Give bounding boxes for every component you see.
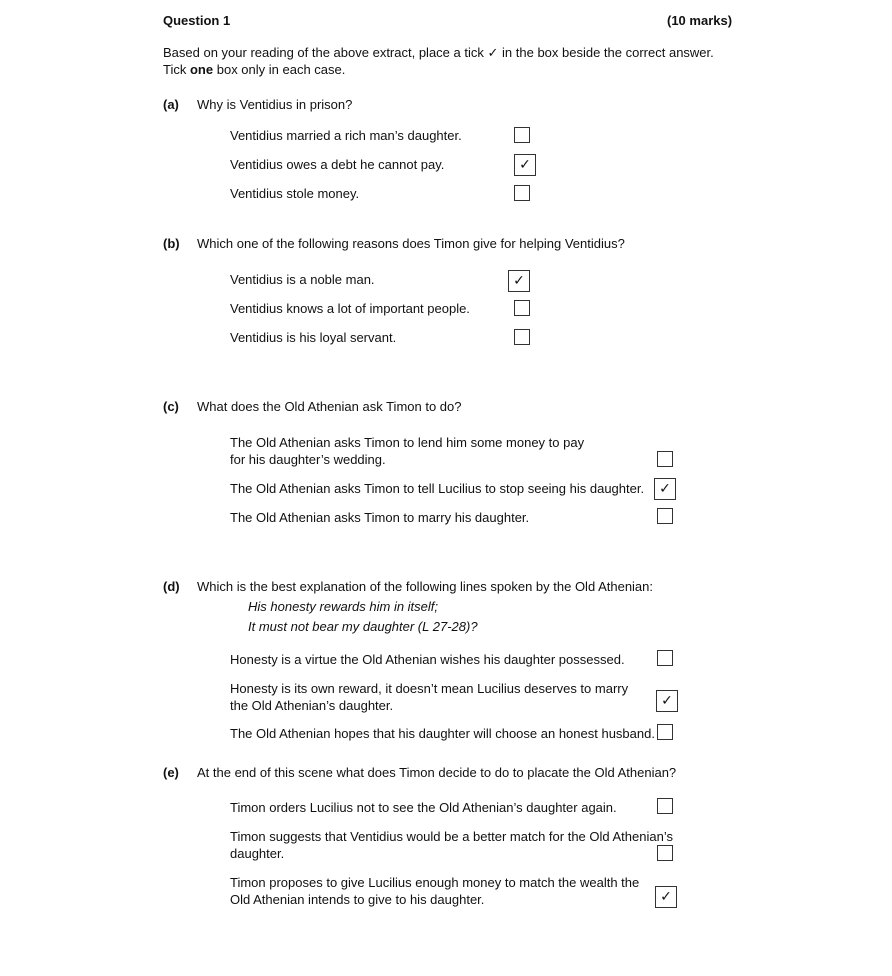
instructions-line-1 bbox=[163, 45, 714, 61]
option-d-2-checkbox[interactable] bbox=[656, 690, 678, 712]
option-e-2-text-line-1: Timon suggests that Ventidius would be a better match for the Old Athenian’s bbox=[230, 829, 673, 844]
option-b-1-text: Ventidius is a noble man. bbox=[230, 272, 375, 287]
question-d-quote-line-1: His honesty rewards him in itself; bbox=[248, 599, 439, 614]
tick-icon bbox=[658, 651, 672, 665]
tick-icon bbox=[658, 846, 672, 860]
option-e-3-text-line-1: Timon proposes to give Lucilius enough money to match the wealth the bbox=[230, 875, 640, 890]
option-c-1-text-line-1: The Old Athenian asks Timon to lend him some money to pay bbox=[230, 435, 585, 450]
option-e-1-text: Timon orders Lucilius not to see the Old Athenian’s daughter again. bbox=[230, 800, 617, 815]
option-c-3-checkbox[interactable] bbox=[657, 508, 673, 524]
option-d-3-text: The Old Athenian hopes that his daughter will choose an honest husband. bbox=[230, 726, 655, 741]
question-c-label: (c) bbox=[163, 399, 179, 414]
tick-icon: ✓ bbox=[659, 481, 671, 497]
question-e-text: At the end of this scene what does Timon decide to do to placate the Old Athenian? bbox=[197, 765, 677, 780]
instructions-text: Based on your reading of the above extract, place a tick bbox=[163, 45, 484, 60]
option-e-3-checkbox[interactable] bbox=[655, 886, 677, 908]
option-e-1-checkbox[interactable] bbox=[657, 798, 673, 814]
instructions-line-2 bbox=[163, 62, 345, 77]
question-d-label: (d) bbox=[163, 579, 180, 594]
option-b-1-checkbox[interactable] bbox=[508, 270, 530, 292]
option-d-2-text-line-2: the Old Athenian’s daughter. bbox=[230, 698, 394, 713]
option-d-1-text: Honesty is a virtue the Old Athenian wishes his daughter possessed. bbox=[230, 652, 625, 667]
option-a-2-text: Ventidius owes a debt he cannot pay. bbox=[230, 157, 445, 172]
option-a-1-text: Ventidius married a rich man’s daughter. bbox=[230, 128, 462, 143]
question-b-label: (b) bbox=[163, 236, 180, 251]
tick-icon bbox=[658, 509, 672, 523]
option-d-3-checkbox[interactable] bbox=[657, 724, 673, 740]
tick-icon: ✓ bbox=[661, 693, 673, 709]
question-d-text: Which is the best explanation of the following lines spoken by the Old Athenian: bbox=[197, 579, 654, 594]
tick-icon bbox=[515, 128, 529, 142]
question-d-quote-line-2: It must not bear my daughter (L 27-28)? bbox=[248, 619, 478, 634]
option-d-2-text-line-1: Honesty is its own reward, it doesn’t mean Lucilius deserves to marry bbox=[230, 681, 629, 696]
tick-icon bbox=[515, 186, 529, 200]
tick-icon: ✓ bbox=[660, 889, 672, 905]
option-b-2-text: Ventidius knows a lot of important people. bbox=[230, 301, 470, 316]
option-e-3-text-line-2: Old Athenian intends to give to his daughter. bbox=[230, 892, 485, 907]
option-a-3-text: Ventidius stole money. bbox=[230, 186, 360, 201]
instructions-text: Tick bbox=[163, 62, 187, 77]
option-c-1-text-line-2: for his daughter’s wedding. bbox=[230, 452, 386, 467]
question-b-text: Which one of the following reasons does Timon give for helping Ventidius? bbox=[197, 236, 625, 251]
option-e-2-text-line-2: daughter. bbox=[230, 846, 285, 861]
tick-icon: ✓ bbox=[513, 273, 525, 289]
instructions-emphasis: one bbox=[189, 62, 214, 77]
option-c-2-text: The Old Athenian asks Timon to tell Lucilius to stop seeing his daughter. bbox=[230, 481, 645, 496]
tick-icon: ✓ bbox=[487, 46, 499, 61]
option-d-1-checkbox[interactable] bbox=[657, 650, 673, 666]
option-b-2-checkbox[interactable] bbox=[514, 300, 530, 316]
tick-icon bbox=[658, 452, 672, 466]
question-a-text: Why is Ventidius in prison? bbox=[197, 97, 353, 112]
marks-label: (10 marks) bbox=[667, 13, 733, 28]
question-e-label: (e) bbox=[163, 765, 179, 780]
question-a-label: (a) bbox=[163, 97, 179, 112]
question-c-text: What does the Old Athenian ask Timon to do? bbox=[197, 399, 462, 414]
option-c-1-checkbox[interactable] bbox=[657, 451, 673, 467]
instructions-text: in the box beside the correct answer. bbox=[502, 45, 714, 60]
option-b-3-checkbox[interactable] bbox=[514, 329, 530, 345]
tick-icon bbox=[658, 799, 672, 813]
option-a-2-checkbox[interactable] bbox=[514, 154, 536, 176]
option-e-2-checkbox[interactable] bbox=[657, 845, 673, 861]
option-c-3-text: The Old Athenian asks Timon to marry his daughter. bbox=[230, 510, 530, 525]
instructions-text: box only in each case. bbox=[216, 62, 346, 77]
tick-icon bbox=[515, 330, 529, 344]
question-title: Question 1 bbox=[163, 13, 231, 28]
tick-icon bbox=[515, 301, 529, 315]
option-a-3-checkbox[interactable] bbox=[514, 185, 530, 201]
option-a-1-checkbox[interactable] bbox=[514, 127, 530, 143]
option-b-3-text: Ventidius is his loyal servant. bbox=[230, 330, 397, 345]
tick-icon: ✓ bbox=[519, 157, 531, 173]
tick-icon bbox=[658, 725, 672, 739]
option-c-2-checkbox[interactable] bbox=[654, 478, 676, 500]
